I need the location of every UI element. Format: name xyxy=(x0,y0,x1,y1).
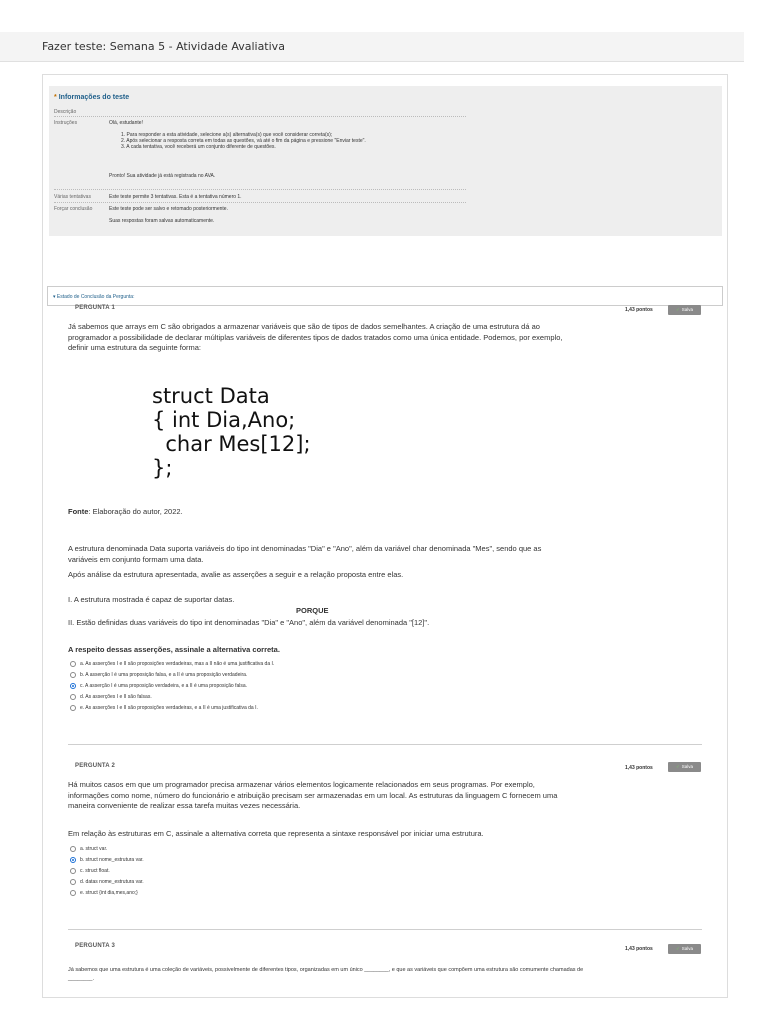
divider xyxy=(54,189,466,190)
required-star-icon: * xyxy=(54,94,57,101)
question-3-save-button[interactable] xyxy=(668,944,701,954)
autosave-text: Suas respostas foram salvas automaticamente. xyxy=(109,218,215,224)
page-title: Fazer teste: Semana 5 - Atividade Avaliativa xyxy=(42,40,285,53)
question-1-code-block: struct Data { int Dia,Ano; char Mes[12]; }; xyxy=(152,384,311,480)
radio-button[interactable] xyxy=(70,890,76,896)
assertion-1: I. A estrutura mostrada é capaz de suportar datas. xyxy=(68,595,235,604)
save-label: Salva xyxy=(681,764,694,769)
option-label: d. As asserções I e II são falsas. xyxy=(80,694,152,700)
test-info-header[interactable] xyxy=(54,94,129,101)
source-text: : Elaboração do autor, 2022. xyxy=(88,507,183,516)
page-header xyxy=(0,32,744,62)
question-1-option-e[interactable] xyxy=(70,704,258,712)
question-status-toggle[interactable] xyxy=(53,294,134,300)
question-3-intro: Já sabemos que uma estrutura é uma coleção de variáveis, possivelmente de diferentes tipos, organizadas em um único ________, e que as variáveis que compõem uma estrutura são comumente chamadas de ________. xyxy=(68,967,584,982)
source-label: Fonte xyxy=(68,507,89,516)
radio-button-selected[interactable] xyxy=(70,857,76,863)
save-label: Salva xyxy=(681,946,694,951)
question-1-label: PERGUNTA 1 xyxy=(75,305,116,311)
question-2-option-b[interactable] xyxy=(70,856,144,864)
divider xyxy=(54,202,466,203)
option-label: a. struct var. xyxy=(80,846,108,852)
instrucoes-label: Instruções xyxy=(54,120,78,126)
radio-button[interactable] xyxy=(70,879,76,885)
question-1-option-a[interactable] xyxy=(70,660,274,668)
instruction-step: 2. Após selecionar a resposta correta em todas as questões, vá até o fim da página e pressione "Enviar teste". xyxy=(121,138,366,144)
question-1-save-button[interactable] xyxy=(668,305,701,315)
radio-button-selected[interactable] xyxy=(70,683,76,689)
question-2-save-button[interactable] xyxy=(668,762,701,772)
question-2-label: PERGUNTA 2 xyxy=(75,763,116,769)
question-3-label: PERGUNTA 3 xyxy=(75,943,116,949)
radio-button[interactable] xyxy=(70,672,76,678)
question-separator xyxy=(68,929,702,930)
question-1-paragraph: A estrutura denominada Data suporta variáveis do tipo int denominadas "Dia" e "Ano", além da variável char denominada "Mes", sendo que as variáveis em conjunto formam uma data. xyxy=(68,544,542,564)
option-label: c. struct float. xyxy=(80,868,110,874)
question-2-prompt: Em relação às estruturas em C, assinale a alternativa correta que representa a sintaxe responsável por iniciar uma estrutura. xyxy=(68,829,484,838)
radio-button[interactable] xyxy=(70,868,76,874)
test-info-title: Informações do teste xyxy=(58,94,130,101)
question-2-option-d[interactable] xyxy=(70,878,144,886)
tentativas-label: Várias tentativas xyxy=(54,194,91,200)
question-1-points: 1,43 pontos xyxy=(625,307,653,313)
greeting-text: Olá, estudante! xyxy=(109,120,143,126)
option-label: a. As asserções I e II são proposições verdadeiras, mas a II não é uma justificativa da I. xyxy=(80,661,275,667)
question-1-option-b[interactable] xyxy=(70,671,247,679)
option-label: e. As asserções I e II são proposições verdadeiras, e a II é uma justificativa da I. xyxy=(80,705,258,711)
save-label: Salva xyxy=(681,307,694,312)
divider xyxy=(54,116,466,117)
test-info-box xyxy=(49,86,722,236)
question-1-source xyxy=(68,507,568,518)
option-label: d. datas nome_estrutura var. xyxy=(80,879,144,885)
conclusao-label: Forçar conclusão xyxy=(54,206,93,212)
porque-label: PORQUE xyxy=(296,606,329,615)
question-1-prompt: A respeito dessas asserções, assinale a alternativa correta. xyxy=(68,645,280,654)
check-icon: ✓ xyxy=(675,307,680,312)
option-label: c. A asserção I é uma proposição verdadeira, e a II é uma proposição falsa. xyxy=(80,683,248,689)
option-label: e. struct {int dia,mes,ano;} xyxy=(80,890,138,896)
instruction-step: 1. Para responder a esta atividade, selecione a(s) alternativa(s) que você considerar correta(s); xyxy=(121,132,333,138)
ready-text: Pronto! Sua atividade já está registrada no AVA. xyxy=(109,173,216,179)
check-icon: ✓ xyxy=(675,764,680,769)
chevron-down-icon: ▾ xyxy=(53,294,56,300)
question-1-intro: Já sabemos que arrays em C são obrigados a armazenar variáveis que são de tipos de dados semelhantes. A criação de uma estrutura dá ao programador a possibilidade de declarar múltiplas variáveis de diferentes tipos de dados tratados como uma única entidade. Podemos, por exemplo, definir uma estrutura da seguinte forma: xyxy=(68,322,563,352)
question-3-points: 1,43 pontos xyxy=(625,946,653,952)
conclusao-value: Este teste pode ser salvo e retomado posteriormente. xyxy=(109,206,228,212)
question-separator xyxy=(68,744,702,745)
question-2-option-a[interactable] xyxy=(70,845,107,853)
question-1-option-c[interactable] xyxy=(70,682,247,690)
instruction-step: 3. A cada tentativa, você receberá um conjunto diferente de questões. xyxy=(121,144,276,150)
instructions-list xyxy=(121,132,366,150)
descricao-label: Descrição xyxy=(54,109,77,115)
question-1-paragraph-2: Após análise da estrutura apresentada, avalie as asserções a seguir e a relação proposta entre elas. xyxy=(68,570,404,579)
question-2-option-e[interactable] xyxy=(70,889,138,897)
tentativas-value: Este teste permite 3 tentativas. Esta é a tentativa número 1. xyxy=(109,194,242,200)
question-status-label: Estado de Conclusão da Pergunta: xyxy=(56,294,135,300)
question-2-intro: Há muitos casos em que um programador precisa armazenar vários elementos logicamente relacionados em seus programas. Por exemplo, informações como nome, número do funcionário e atribuição precisam ser armazenadas em um local. As estruturas da linguagem C fornecem uma maneira conveniente de realizar essa tarefa muitas vezes necessária. xyxy=(68,780,558,810)
question-status-bar[interactable] xyxy=(47,286,723,306)
question-1-option-d[interactable] xyxy=(70,693,152,701)
option-label: b. struct nome_estrutura var. xyxy=(80,857,144,863)
question-2-option-c[interactable] xyxy=(70,867,110,875)
question-2-points: 1,43 pontos xyxy=(625,765,653,771)
radio-button[interactable] xyxy=(70,661,76,667)
radio-button[interactable] xyxy=(70,705,76,711)
assertion-2: II. Estão definidas duas variáveis do tipo int denominadas "Dia" e "Ano", além da variável denominada "[12]". xyxy=(68,618,430,627)
option-label: b. A asserção I é uma proposição falsa, e a II é uma proposição verdadeira. xyxy=(80,672,248,678)
radio-button[interactable] xyxy=(70,846,76,852)
radio-button[interactable] xyxy=(70,694,76,700)
check-icon: ✓ xyxy=(675,946,680,951)
